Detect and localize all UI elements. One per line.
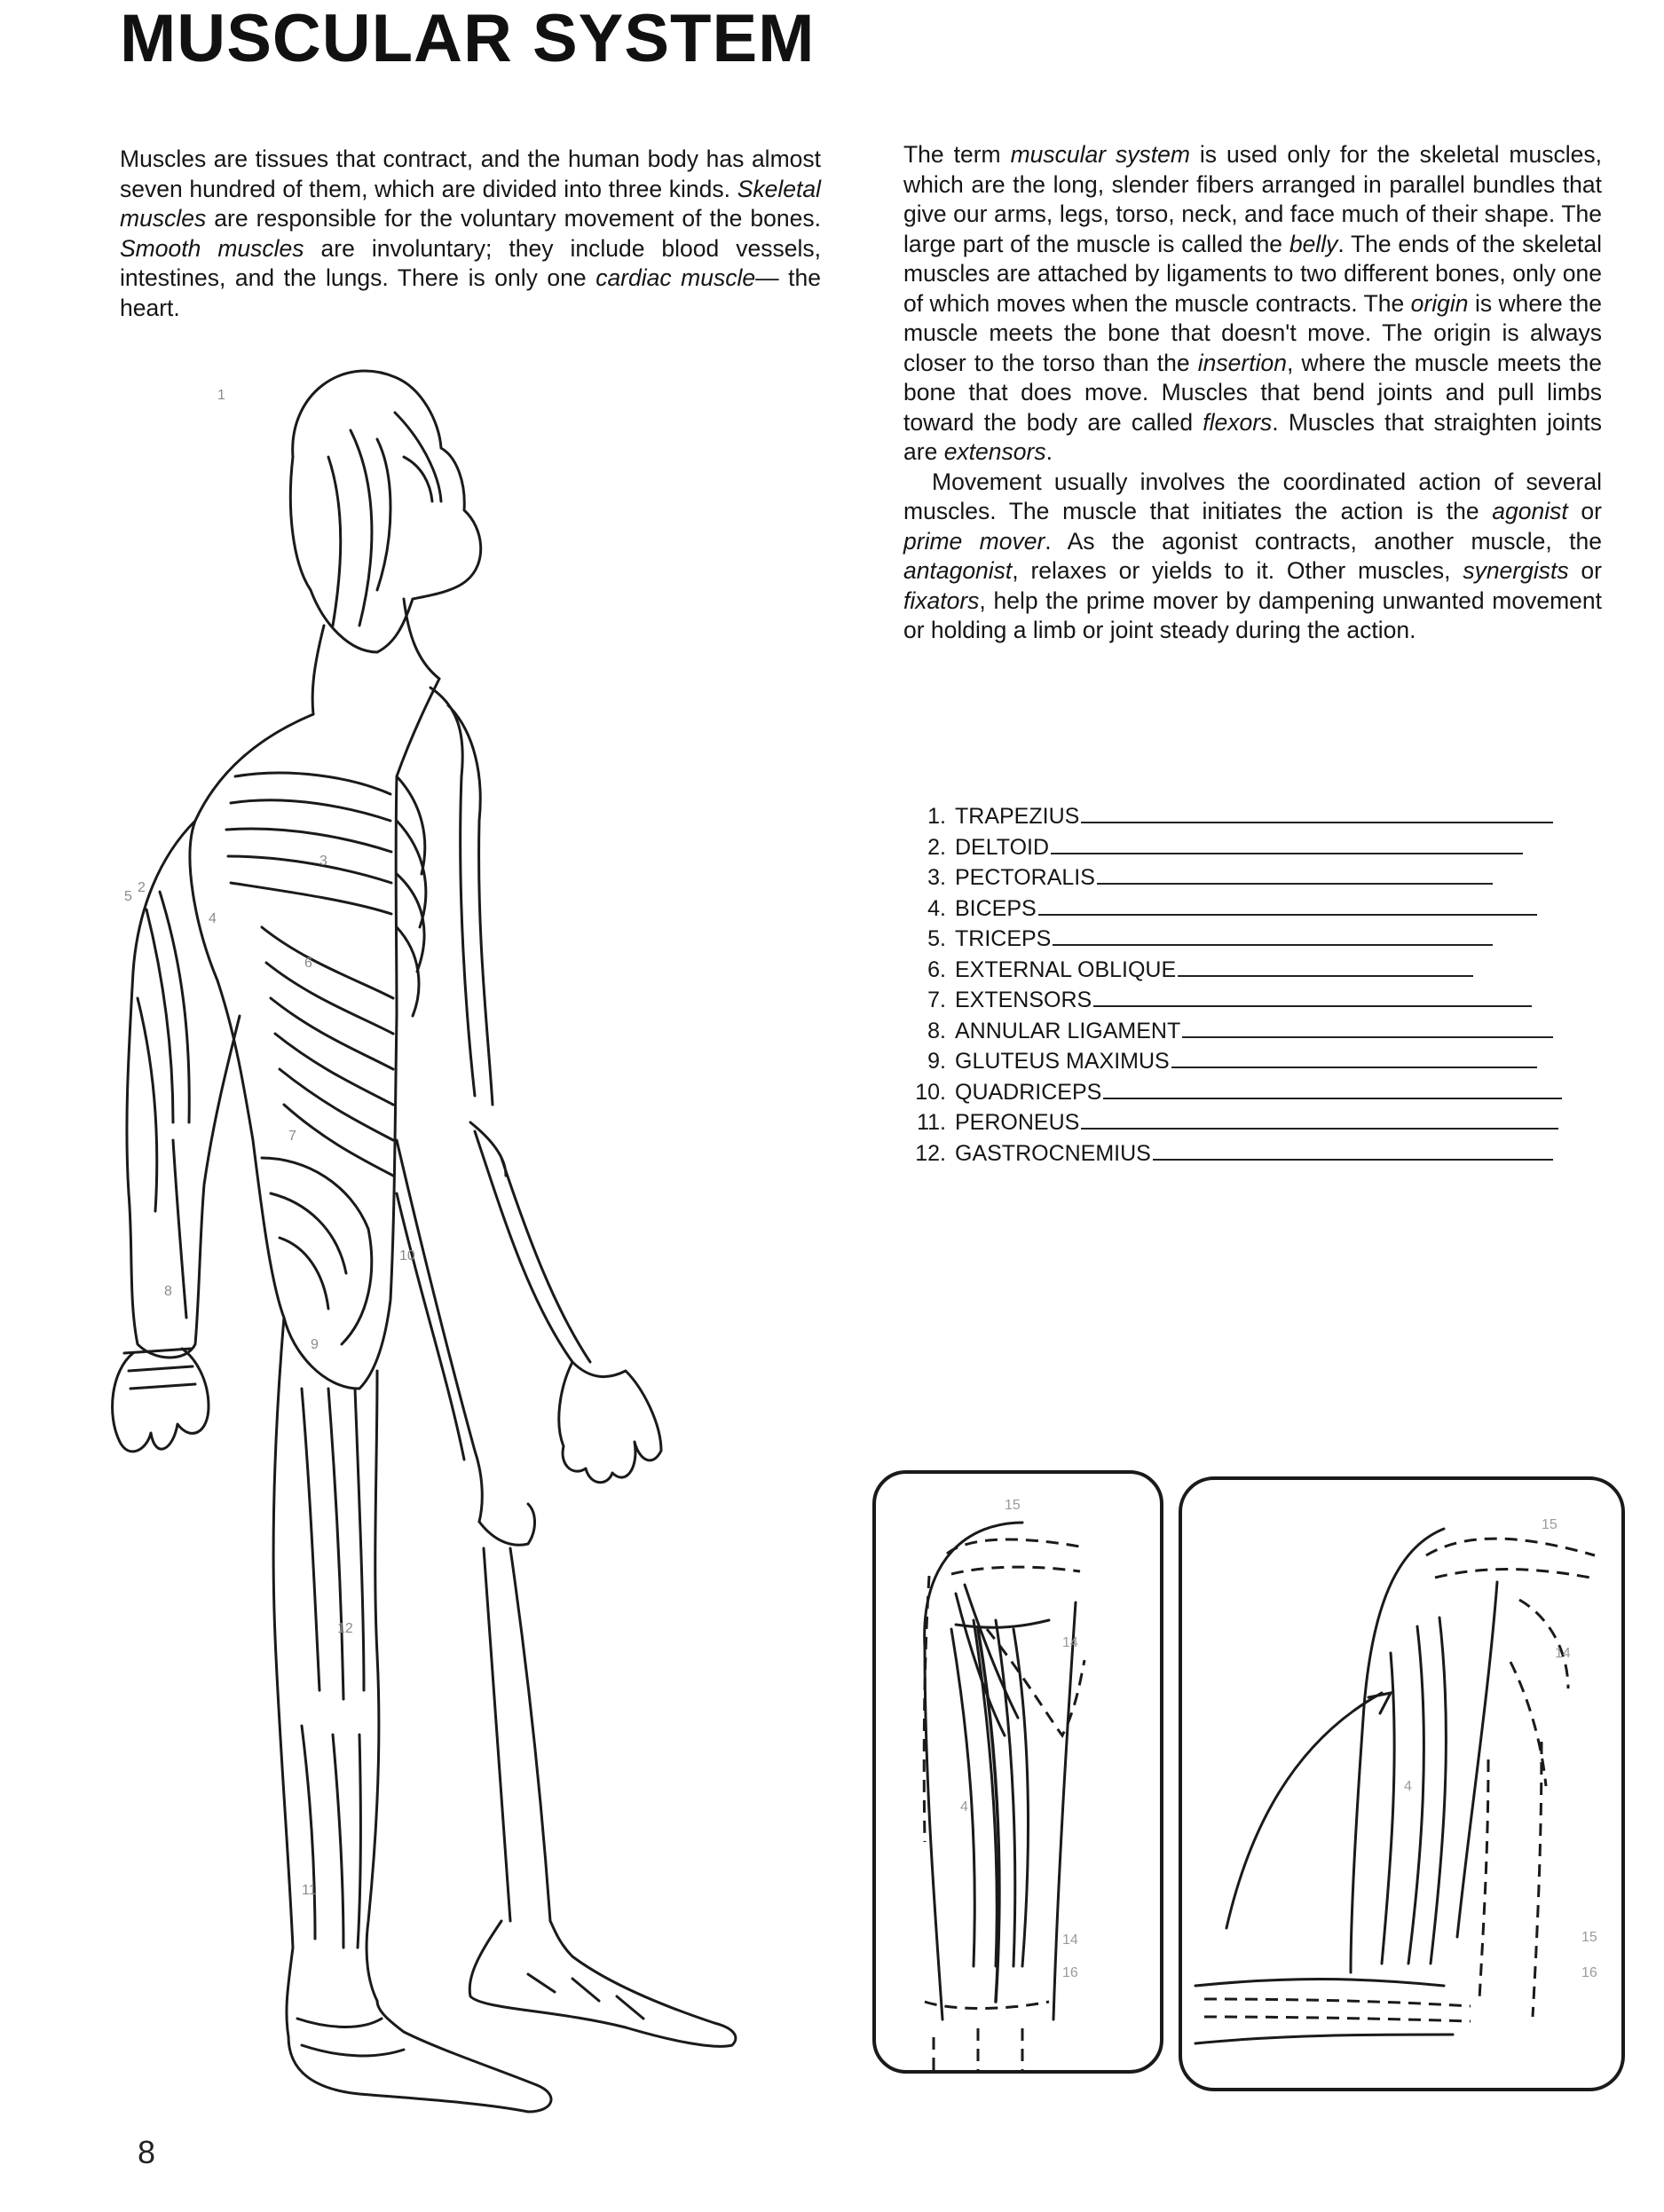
term-prime-mover: prime mover bbox=[903, 527, 1045, 555]
figure-neck bbox=[312, 599, 439, 714]
answer-blank-line[interactable] bbox=[1103, 1082, 1562, 1099]
body-marker-9: 9 bbox=[311, 1337, 319, 1352]
muscle-label-number: 3. bbox=[927, 865, 946, 890]
figure-front-foot bbox=[288, 2001, 551, 2112]
term-agonist: agonist bbox=[1492, 498, 1568, 524]
muscle-label-item bbox=[903, 1046, 1578, 1077]
arm-bent-marker-16: 16 bbox=[1581, 1965, 1597, 1980]
muscle-label-item bbox=[903, 1107, 1578, 1138]
term-insertion: insertion bbox=[1197, 349, 1287, 376]
muscle-label-number: 8. bbox=[927, 1018, 946, 1043]
term-antagonist: antagonist bbox=[903, 557, 1013, 584]
body-paragraph-2 bbox=[903, 468, 1602, 646]
muscle-label-item bbox=[903, 862, 1578, 893]
body-text bbox=[903, 140, 1602, 646]
muscle-label-item bbox=[903, 1138, 1578, 1169]
p2-text-d: , relaxes or yields to it. Other muscles, bbox=[1012, 557, 1451, 584]
figure-hand bbox=[113, 1349, 209, 1452]
arm-bent-marker-4: 4 bbox=[1404, 1779, 1412, 1794]
arm-straight-marker-16: 16 bbox=[1062, 1965, 1078, 1980]
muscle-label-item bbox=[903, 1077, 1578, 1108]
p1-text-f: . Muscles that straighten joints are bbox=[903, 408, 1602, 465]
term-muscular-system: muscular system bbox=[1010, 141, 1190, 168]
term-synergists: synergists bbox=[1463, 557, 1569, 584]
intro-text-2: are responsible for the voluntary movement of the bones. bbox=[214, 205, 821, 232]
answer-blank-line[interactable] bbox=[1182, 1020, 1553, 1038]
muscle-label-number: 12. bbox=[915, 1140, 946, 1166]
p2-text-c: . As the agonist contracts, another muscle, the bbox=[1045, 527, 1602, 555]
arm-straight-marker-4: 4 bbox=[960, 1799, 968, 1814]
answer-blank-line[interactable] bbox=[1153, 1143, 1553, 1161]
muscle-label-item bbox=[903, 924, 1578, 955]
term-smooth-muscles: Smooth muscles bbox=[120, 234, 304, 262]
muscle-label-number: 2. bbox=[927, 834, 946, 860]
figure-head bbox=[290, 371, 480, 652]
p2-text-e: or bbox=[1581, 557, 1602, 584]
body-marker-8: 8 bbox=[164, 1284, 172, 1299]
answer-blank-line[interactable] bbox=[1093, 989, 1532, 1007]
arm-straight-diagram bbox=[871, 1469, 1164, 2076]
p2-text-f: , help the prime mover by dampening unwanted movement or holding a limb or joint steady during the action. bbox=[903, 586, 1602, 643]
figure-skeleton-arm bbox=[430, 688, 493, 1105]
body-marker-10: 10 bbox=[399, 1248, 415, 1263]
arm-bent-frame bbox=[1180, 1478, 1623, 2090]
page-title: MUSCULAR SYSTEM bbox=[120, 1, 816, 76]
muscle-label-list bbox=[903, 801, 1578, 1169]
arm-bent-marker-15a: 15 bbox=[1542, 1517, 1558, 1532]
answer-blank-line[interactable] bbox=[1038, 898, 1537, 916]
answer-blank-line[interactable] bbox=[1178, 959, 1473, 977]
p1-text-e: , where the muscle meets the bone that does move. Muscles that bend joints and pull limbs toward the body are called bbox=[903, 349, 1602, 436]
body-marker-4: 4 bbox=[209, 911, 217, 926]
muscle-label-item bbox=[903, 1016, 1578, 1047]
body-marker-5: 5 bbox=[124, 889, 132, 904]
arm-straight-marker-14a: 14 bbox=[1062, 1635, 1078, 1650]
body-marker-7: 7 bbox=[288, 1129, 296, 1144]
muscle-label-item bbox=[903, 801, 1578, 832]
body-paragraph-1 bbox=[903, 140, 1602, 468]
term-origin: origin bbox=[1410, 289, 1469, 317]
answer-blank-line[interactable] bbox=[1081, 1112, 1558, 1130]
term-cardiac-muscle: cardiac muscle bbox=[595, 264, 756, 291]
body-figure bbox=[111, 359, 839, 2116]
term-flexors: flexors bbox=[1203, 408, 1273, 436]
muscle-label-number: 10. bbox=[915, 1079, 946, 1105]
muscle-label-name: QUADRICEPS bbox=[955, 1079, 1102, 1105]
muscle-label-number: 9. bbox=[927, 1049, 946, 1074]
p1-text-g: . bbox=[1045, 438, 1053, 465]
muscle-label-item bbox=[903, 893, 1578, 925]
answer-blank-line[interactable] bbox=[1053, 928, 1493, 946]
p1-text-d: is where the muscle meets the bone that doesn't move. The origin is always closer to the torso than the bbox=[903, 289, 1602, 376]
muscle-label-name: PERONEUS bbox=[955, 1110, 1080, 1135]
intro-text-3: are involuntary; they include blood vessels, intestines, and the lungs. There is only one bbox=[120, 234, 821, 291]
muscle-label-name: EXTENSORS bbox=[955, 988, 1092, 1012]
muscle-label-item bbox=[903, 832, 1578, 863]
figure-torso bbox=[190, 679, 439, 1389]
answer-blank-line[interactable] bbox=[1097, 867, 1493, 885]
answer-blank-line[interactable] bbox=[1051, 837, 1523, 854]
muscle-label-name: BICEPS bbox=[955, 895, 1037, 921]
p1-text-c: . The ends of the skeletal muscles are attached by ligaments to two different bones, only one of which moves when the muscle contracts. The bbox=[903, 230, 1602, 317]
arm-bent-marker-15b: 15 bbox=[1581, 1930, 1597, 1945]
p2-text-b: or bbox=[1581, 498, 1602, 524]
term-fixators: fixators bbox=[903, 586, 980, 614]
p2-text-a: Movement usually involves the coordinated action of several muscles. The muscle that initiates the action is the bbox=[903, 468, 1602, 524]
muscle-label-number: 6. bbox=[927, 956, 946, 982]
muscle-label-name: GASTROCNEMIUS bbox=[955, 1140, 1151, 1166]
muscle-label-name: GLUTEUS MAXIMUS bbox=[955, 1049, 1170, 1074]
muscle-label-number: 1. bbox=[927, 804, 946, 829]
term-extensors: extensors bbox=[943, 438, 1046, 465]
muscle-label-name: PECTORALIS bbox=[955, 865, 1095, 890]
arm-bent-diagram bbox=[1178, 1476, 1626, 2092]
muscle-label-name: TRAPEZIUS bbox=[955, 804, 1080, 829]
intro-text-1: Muscles are tissues that contract, and the human body has almost seven hundred of them, which are divided into three kinds. bbox=[120, 146, 821, 202]
term-belly: belly bbox=[1289, 230, 1338, 257]
muscle-label-name: DELTOID bbox=[955, 834, 1050, 860]
arm-straight-marker-14b: 14 bbox=[1062, 1933, 1078, 1948]
arm-straight-marker-15: 15 bbox=[1005, 1498, 1021, 1513]
body-marker-11: 11 bbox=[302, 1883, 317, 1898]
muscle-label-number: 5. bbox=[927, 926, 946, 951]
arm-straight-frame bbox=[874, 1472, 1162, 2072]
figure-skeleton-leg bbox=[397, 1140, 482, 1522]
body-marker-2: 2 bbox=[138, 880, 146, 895]
p1-text-a: The term bbox=[903, 141, 1001, 168]
figure-skeleton-hand bbox=[559, 1362, 661, 1483]
arm-bent-marker-14: 14 bbox=[1555, 1646, 1571, 1661]
body-marker-1: 1 bbox=[217, 388, 225, 403]
muscle-label-name: ANNULAR LIGAMENT bbox=[955, 1018, 1181, 1043]
muscle-label-name: EXTERNAL OBLIQUE bbox=[955, 956, 1177, 982]
muscle-label-item bbox=[903, 985, 1578, 1016]
intro-text-4: — the heart. bbox=[120, 264, 821, 321]
muscle-label-number: 7. bbox=[927, 988, 946, 1012]
answer-blank-line[interactable] bbox=[1081, 806, 1553, 823]
answer-blank-line[interactable] bbox=[1171, 1051, 1537, 1068]
body-marker-12: 12 bbox=[337, 1621, 353, 1636]
body-marker-6: 6 bbox=[304, 956, 312, 971]
muscle-label-name: TRICEPS bbox=[955, 926, 1052, 951]
term-skeletal-muscles: Skeletal muscles bbox=[120, 175, 821, 232]
body-marker-3: 3 bbox=[319, 854, 327, 869]
muscle-label-number: 11. bbox=[917, 1110, 946, 1135]
muscle-label-number: 4. bbox=[927, 895, 946, 921]
p1-text-b: is used only for the skeletal muscles, which are the long, slender fibers arranged in parallel bundles that give our arms, legs, torso, neck, and face much of their shape. The large part of the muscle is called the bbox=[903, 141, 1602, 257]
intro-paragraph bbox=[120, 145, 821, 323]
muscle-label-item bbox=[903, 955, 1578, 986]
figure-skeleton-foot bbox=[469, 1921, 736, 2046]
page-number: 8 bbox=[138, 2134, 156, 2170]
